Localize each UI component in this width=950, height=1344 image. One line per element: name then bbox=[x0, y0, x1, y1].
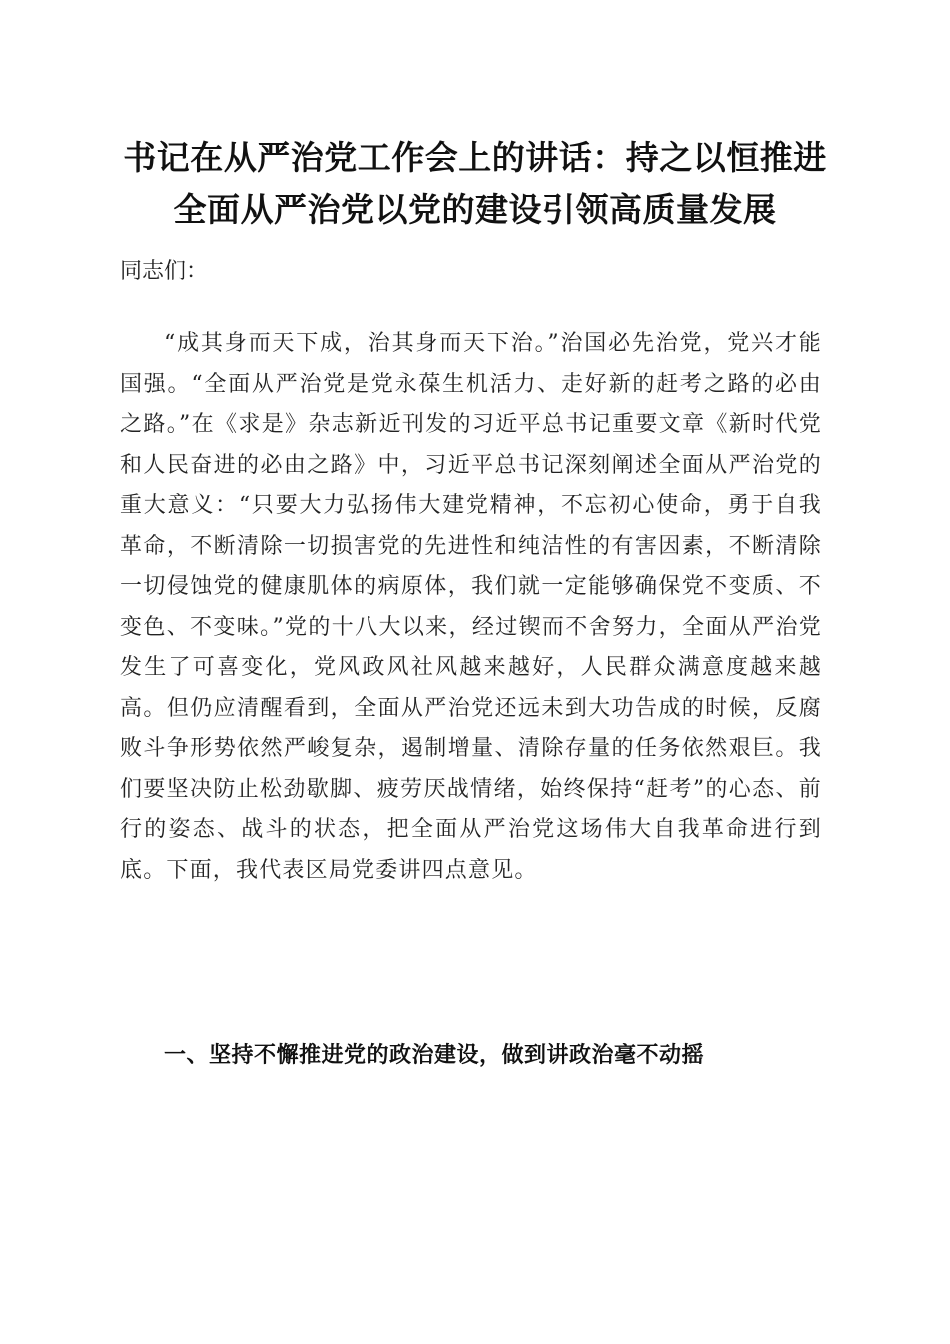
salutation: 同志们： bbox=[120, 259, 209, 284]
document-title: 书记在从严治党工作会上的讲话：持之以恒推进全面从严治党以党的建设引领高质量发展 bbox=[123, 138, 827, 229]
section-heading: 一、坚持不懈推进党的政治建设，做到讲政治毫不动摇 bbox=[164, 1043, 705, 1068]
body-paragraph: “成其身而天下成，治其身而天下治。”治国必先治党，党兴才能国强。“全面从严治党是党永葆生机活力、走好新的赶考之路的必由之路。”在《求是》杂志新近刊发的习近平总书记重要文章《新时代党和人民奋进的必由之路》中，习近平总书记深刻阐述全面从严治党的重大意义：“只要大力弘扬伟大建党精神，不忘初心使命，勇于自我革命，不断清除一切损害党的先进性和纯洁性的有害因素，不断清除一切侵蚀党的健康肌体的病原体，我们就一定能够确保党不变质、不变色、不变味。”党的十八大以来，经过锲而不舍努力，全面从严治党发生了可喜变化，党风政风社风越来越好，人民群众满意度越来越高。但仍应清醒看到，全面从严治党还远未到大功告成的时候，反腐败斗争形势依然严峻复杂，遏制增量、清除存量的任务依然艰巨。我们要坚决防止松劲歇脚、疲劳厌战情绪，始终保持“赶考”的心态、前行的姿态、战斗的状态，把全面从严治党这场伟大自我革命进行到底。下面，我代表区局党委讲四点意见。 bbox=[120, 331, 822, 883]
